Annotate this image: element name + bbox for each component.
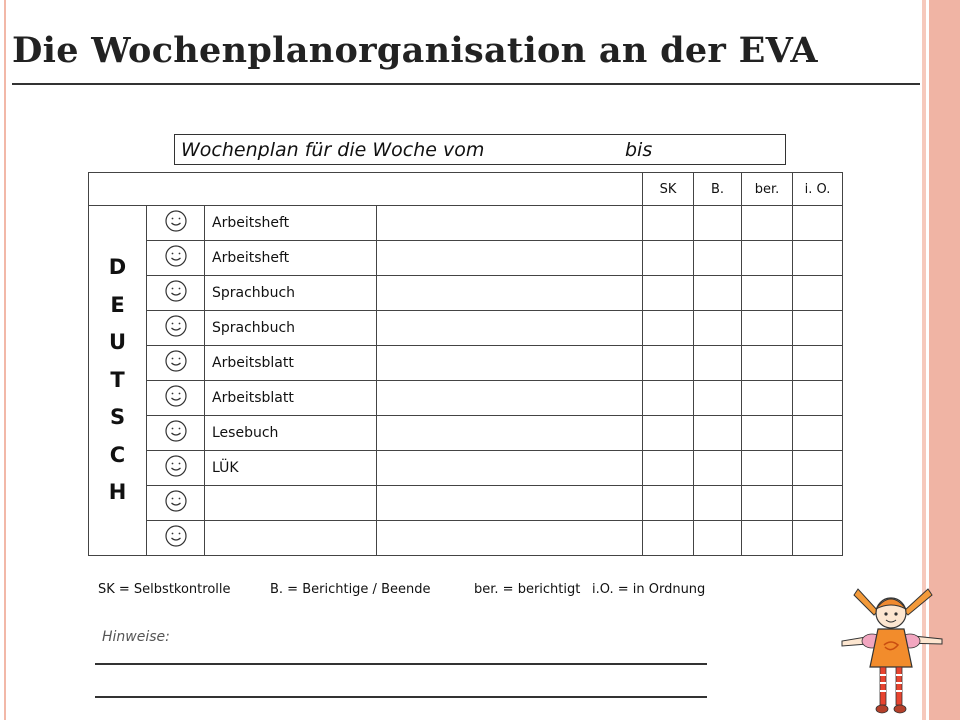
check-b-cell[interactable] [694, 451, 742, 486]
table-row [89, 241, 843, 276]
check-b-cell[interactable] [694, 381, 742, 416]
weekly-plan-table [88, 172, 843, 556]
material-cell [205, 486, 377, 521]
subject-letter: C [109, 442, 126, 467]
check-sk-cell[interactable] [643, 451, 694, 486]
check-io-cell[interactable] [793, 311, 843, 346]
table-row [89, 311, 843, 346]
check-io-cell[interactable] [793, 276, 843, 311]
check-sk-cell[interactable] [643, 206, 694, 241]
smiley-face-icon [164, 489, 188, 513]
smiley-cell[interactable] [147, 416, 205, 451]
check-ber-cell[interactable] [742, 451, 793, 486]
check-b-cell[interactable] [694, 346, 742, 381]
check-sk-cell[interactable] [643, 521, 694, 556]
smiley-cell[interactable] [147, 346, 205, 381]
header-blank-cell [89, 173, 643, 206]
check-b-cell[interactable] [694, 206, 742, 241]
smiley-face-icon [164, 209, 188, 233]
smiley-cell[interactable] [147, 311, 205, 346]
legend-b: B. = Berichtige / Beende [270, 582, 431, 597]
material-cell: Sprachbuch [205, 276, 377, 311]
material-cell: Arbeitsblatt [205, 381, 377, 416]
legend-io: i.O. = in Ordnung [592, 582, 706, 597]
check-io-cell[interactable] [793, 451, 843, 486]
smiley-face-icon [164, 349, 188, 373]
task-cell[interactable] [377, 346, 643, 381]
girl-mascot-icon [838, 583, 948, 720]
task-cell[interactable] [377, 521, 643, 556]
smiley-cell[interactable] [147, 486, 205, 521]
check-ber-cell[interactable] [742, 381, 793, 416]
check-ber-cell[interactable] [742, 521, 793, 556]
hints-label: Hinweise: [102, 629, 170, 645]
subject-letter: E [110, 292, 125, 317]
check-io-cell[interactable] [793, 206, 843, 241]
task-cell[interactable] [377, 451, 643, 486]
check-io-cell[interactable] [793, 241, 843, 276]
task-cell[interactable] [377, 311, 643, 346]
check-ber-cell[interactable] [742, 276, 793, 311]
smiley-cell[interactable] [147, 276, 205, 311]
plan-header-label: Wochenplan für die Woche vom [181, 139, 485, 161]
table-row [89, 486, 843, 521]
table-row [89, 381, 843, 416]
task-cell[interactable] [377, 486, 643, 521]
subject-letter: T [110, 367, 125, 392]
task-cell[interactable] [377, 381, 643, 416]
smiley-face-icon [164, 314, 188, 338]
subject-cell-deutsch [89, 206, 147, 556]
table-row [89, 521, 843, 556]
material-cell [205, 521, 377, 556]
check-sk-cell[interactable] [643, 381, 694, 416]
task-cell[interactable] [377, 276, 643, 311]
plan-header-bis: bis [625, 139, 653, 161]
smiley-cell[interactable] [147, 381, 205, 416]
smiley-cell[interactable] [147, 521, 205, 556]
check-b-cell[interactable] [694, 486, 742, 521]
material-cell: Lesebuch [205, 416, 377, 451]
check-b-cell[interactable] [694, 311, 742, 346]
check-sk-cell[interactable] [643, 276, 694, 311]
hint-write-line [95, 663, 707, 665]
task-cell[interactable] [377, 241, 643, 276]
check-io-cell[interactable] [793, 486, 843, 521]
material-cell: Sprachbuch [205, 311, 377, 346]
smiley-face-icon [164, 454, 188, 478]
smiley-cell[interactable] [147, 451, 205, 486]
table-row [89, 416, 843, 451]
table-row [89, 451, 843, 486]
smiley-face-icon [164, 419, 188, 443]
column-header-b: B. [694, 173, 742, 206]
check-b-cell[interactable] [694, 276, 742, 311]
check-ber-cell[interactable] [742, 311, 793, 346]
hint-write-line [95, 696, 707, 698]
check-sk-cell[interactable] [643, 311, 694, 346]
check-ber-cell[interactable] [742, 206, 793, 241]
column-header-io: i. O. [793, 173, 843, 206]
check-b-cell[interactable] [694, 416, 742, 451]
legend-sk: SK = Selbstkontrolle [98, 582, 231, 597]
smiley-face-icon [164, 279, 188, 303]
column-header-ber: ber. [742, 173, 793, 206]
subject-letter: H [108, 480, 127, 505]
check-ber-cell[interactable] [742, 486, 793, 521]
smiley-face-icon [164, 384, 188, 408]
check-sk-cell[interactable] [643, 416, 694, 451]
check-b-cell[interactable] [694, 241, 742, 276]
check-io-cell[interactable] [793, 521, 843, 556]
plan-header-box [174, 134, 786, 165]
subject-letter: S [109, 405, 126, 430]
slide-title: Die Wochenplanorganisation an der EVA [12, 30, 818, 71]
smiley-face-icon [164, 524, 188, 548]
task-cell[interactable] [377, 416, 643, 451]
table-row [89, 206, 843, 241]
material-cell: Arbeitsblatt [205, 346, 377, 381]
check-b-cell[interactable] [694, 521, 742, 556]
title-underline [12, 83, 920, 85]
check-sk-cell[interactable] [643, 486, 694, 521]
left-border-line [4, 0, 6, 720]
check-ber-cell[interactable] [742, 241, 793, 276]
subject-letter: U [108, 330, 127, 355]
table-row [89, 346, 843, 381]
check-ber-cell[interactable] [742, 346, 793, 381]
smiley-cell[interactable] [147, 206, 205, 241]
material-cell: LÜK [205, 451, 377, 486]
legend-ber: ber. = berichtigt [474, 582, 581, 597]
check-io-cell[interactable] [793, 346, 843, 381]
check-sk-cell[interactable] [643, 346, 694, 381]
material-cell: Arbeitsheft [205, 206, 377, 241]
check-io-cell[interactable] [793, 416, 843, 451]
material-cell: Arbeitsheft [205, 241, 377, 276]
check-io-cell[interactable] [793, 381, 843, 416]
task-cell[interactable] [377, 206, 643, 241]
check-ber-cell[interactable] [742, 416, 793, 451]
table-row [89, 276, 843, 311]
check-sk-cell[interactable] [643, 241, 694, 276]
subject-letter: D [108, 255, 127, 280]
table-header-row [89, 173, 843, 206]
smiley-cell[interactable] [147, 241, 205, 276]
smiley-face-icon [164, 244, 188, 268]
column-header-sk: SK [643, 173, 694, 206]
